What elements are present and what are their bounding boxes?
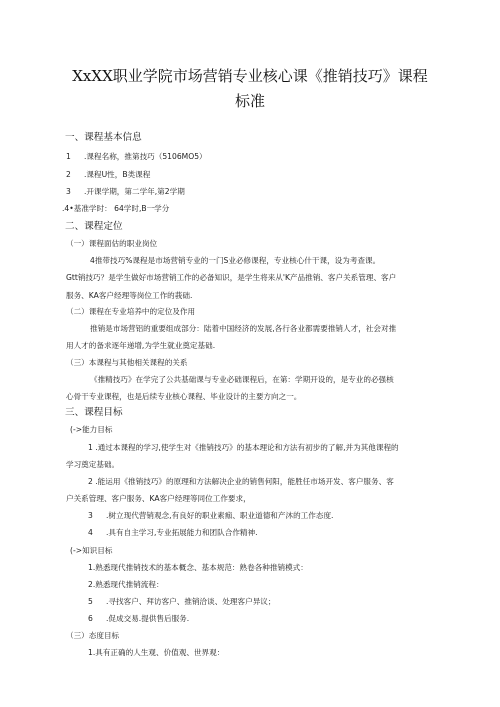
title-line-1: XxXX职业学院市场营销专业核心课《推销技巧》课程	[72, 67, 428, 85]
item-number: 3	[66, 187, 71, 196]
basic-info-item	[66, 186, 185, 198]
item-text: .4•基准学时： 64学时,B一学分	[62, 204, 170, 213]
paragraph-line: 户关系管理、客户服务、KA客户经理等同位工作要求，	[66, 494, 251, 503]
item-text: .课程名称，推第技巧（5106MO5）	[84, 152, 207, 161]
paragraph-line: 服务、KA客户经理等岗位工作的莪础.	[66, 291, 193, 300]
page-title	[40, 64, 460, 114]
item-text: .开课学期，第二学年,第2学期	[84, 187, 185, 196]
title-line-2: 标准	[234, 92, 265, 110]
subheading-ability: (->能力目标	[70, 425, 113, 434]
paragraph-line: 学习奠定基础。	[66, 460, 120, 469]
item-text: .促成交易.提供售后服务.	[106, 614, 190, 623]
item-text: .树立现代营销观念,有良好的职业素痂、职业道德和产沐的工作态度.	[106, 511, 334, 520]
subheading-attitude: （三）态度目标	[66, 631, 120, 640]
item-number: 4	[88, 528, 93, 537]
item-number: 1	[66, 152, 71, 161]
basic-info-item	[66, 169, 150, 181]
paragraph-line: 1 .通过本课程的学习,使学生对《推销技巧》的基本理论和方法有初步的了解,并为其他课程的	[88, 443, 399, 452]
paragraph-line: 《推精技巧》在学完了公共基础课与专业必础课程后，在第：学期开设的，是专业的必强核	[90, 375, 394, 384]
basic-info-item	[66, 151, 207, 163]
item-number: 6	[88, 614, 93, 623]
section-heading-objectives: 三、课程目标	[65, 407, 123, 418]
paragraph-line: 1.具有正确的人生观、价值观、世界观：	[88, 648, 225, 657]
paragraph-line: 4推带技巧%课程是市场营销专业的一门S业必修课程，专业核心什干课，设为考查课。	[90, 256, 381, 265]
item-text: .课程U性，B类课程	[84, 170, 151, 179]
list-item	[88, 596, 275, 608]
paragraph-line: Gtt销技巧？是学生做好市场营销工作的必备知识，是学生将来从'K产品推销、客户关系管理、客户	[66, 273, 397, 282]
item-text: .具有自主学习,专业拓展能力和团队合作精神.	[106, 528, 258, 537]
paragraph-line: 心骨干专业课程，也是后续专业核心课程、毕业设计的主要方向之一。	[66, 392, 302, 401]
paragraph-line: 2.熟悉现代推销流程：	[88, 580, 164, 589]
subheading-role: （二）课程在专业培养中的定位及作用	[66, 307, 196, 316]
list-item	[88, 613, 189, 625]
paragraph-line: 推销是市场营铝的重要组成部分：陆着中国经济的发展,各行各业都需要推销人才，社会对推	[90, 324, 397, 333]
subheading-job-positions: （一）课程面估的职业岗位	[66, 239, 158, 248]
list-item	[88, 527, 258, 539]
subheading-knowledge: (->知识目标	[70, 546, 113, 555]
list-item	[88, 510, 333, 522]
paragraph-line: 2 .能运用《推销技巧》的原理和方法解决企业的销售何阳，能胜任市场开发、客户服务、客	[88, 477, 394, 486]
paragraph-line: 用人才的备求逐年递增,为学生就业奠定基础.	[66, 341, 216, 350]
basic-info-item	[62, 203, 169, 215]
section-heading-basic-info: 一、课程基本信息	[65, 132, 142, 143]
section-heading-positioning: 二、课程定位	[65, 221, 123, 232]
subheading-related-courses: （三）本课程与其他相关课程的关系	[66, 358, 188, 367]
item-text: .寻找客户、拜访客户、推销洽谈、处理客户异议；	[106, 597, 276, 606]
item-number: 3	[88, 511, 93, 520]
item-number: 2	[66, 170, 71, 179]
paragraph-line: 1.熟悉现代推销技术的基本概念、基本规范：熟卷各种推销模式：	[88, 563, 308, 572]
item-number: 5	[88, 597, 93, 606]
